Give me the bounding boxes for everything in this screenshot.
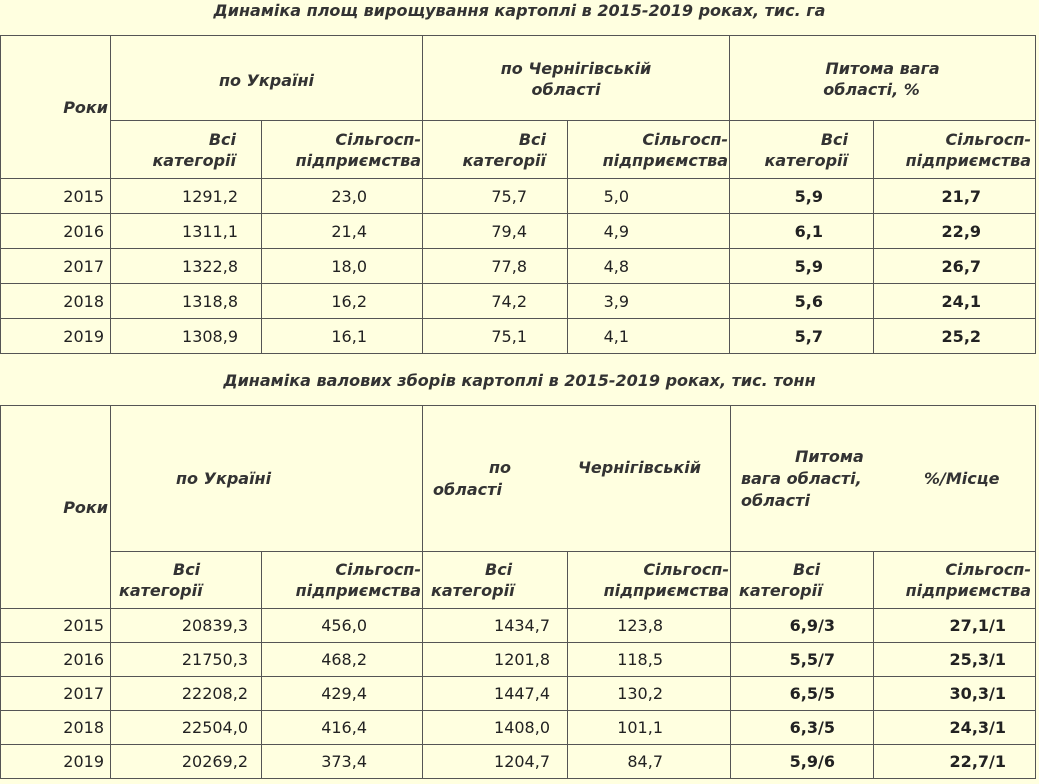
agri-line2: підприємства: [295, 581, 421, 600]
ua-agri-header: [262, 552, 423, 609]
reg-all-header: [423, 552, 568, 609]
share-agri-cell: 30,3/1: [874, 677, 1036, 711]
all-line1: Всі: [793, 560, 821, 579]
table2-header-row-1: [1, 406, 1036, 552]
table-row: [1, 284, 1036, 319]
reg-agri-cell: 130,2: [568, 677, 731, 711]
share-all-cell: 5,9/6: [731, 745, 874, 779]
year-cell: 2019: [1, 745, 111, 779]
year-cell: 2015: [1, 179, 111, 214]
share-all-cell: 5,6: [730, 284, 874, 319]
ua-all-cell: 1318,8: [111, 284, 262, 319]
share-all-cell: 5,5/7: [731, 643, 874, 677]
table-row: [1, 214, 1036, 249]
share-header: [731, 406, 1036, 552]
year-cell: 2017: [1, 249, 111, 284]
share-header-d: області: [741, 491, 810, 510]
share-header-line2: області, %: [823, 80, 920, 99]
share-header-c: %/Місце: [924, 469, 1000, 488]
agri-line2: підприємства: [905, 150, 1032, 170]
ua-all-cell: 1322,8: [111, 249, 262, 284]
region-header-line1: по Чернігівській: [500, 59, 652, 78]
reg-agri-cell: 123,8: [568, 609, 731, 643]
region-header-c: області: [433, 480, 502, 499]
agri-line1: Сільгосп-: [335, 560, 421, 579]
region-header-line2: області: [531, 80, 601, 99]
share-agri-cell: 22,7/1: [874, 745, 1036, 779]
reg-all-cell: 79,4: [423, 214, 568, 249]
table2-area: [0, 405, 1036, 779]
all-line2: категорії: [431, 581, 515, 600]
all-line1: Всі: [173, 560, 201, 579]
share-all-cell: 6,1: [730, 214, 874, 249]
ua-agri-cell: 456,0: [262, 609, 423, 643]
share-agri-cell: 22,9: [874, 214, 1036, 249]
reg-all-cell: 1201,8: [423, 643, 568, 677]
ua-all-cell: 22208,2: [111, 677, 262, 711]
ua-all-header: [111, 552, 262, 609]
all-line2: категорії: [739, 581, 823, 600]
reg-all-cell: 1408,0: [423, 711, 568, 745]
ua-agri-cell: 373,4: [262, 745, 423, 779]
agri-line1: Сільгосп-: [945, 560, 1031, 579]
reg-all-header: [423, 121, 568, 179]
share-header-line1: Питома вага: [825, 59, 940, 78]
table1-header-row-2: [1, 121, 1036, 179]
reg-agri-cell: 118,5: [568, 643, 731, 677]
table-row: [1, 179, 1036, 214]
all-line1: Всі: [485, 560, 513, 579]
share-agri-cell: 24,1: [874, 284, 1036, 319]
reg-agri-cell: 3,9: [568, 284, 730, 319]
year-cell: 2015: [1, 609, 111, 643]
year-cell: 2018: [1, 284, 111, 319]
table-row: [1, 249, 1036, 284]
table-row: [1, 609, 1036, 643]
reg-all-cell: 77,8: [423, 249, 568, 284]
table-row: [1, 711, 1036, 745]
region-header-a: по: [489, 458, 512, 477]
all-line2: категорії: [462, 150, 546, 170]
all-line1: Всі: [518, 129, 546, 149]
share-all-cell: 6,5/5: [731, 677, 874, 711]
ua-all-cell: 21750,3: [111, 643, 262, 677]
reg-agri-header: [568, 552, 731, 609]
share-agri-cell: 25,3/1: [874, 643, 1036, 677]
year-cell: 2016: [1, 643, 111, 677]
agri-line1: Сільгосп-: [335, 129, 421, 149]
share-all-cell: 5,7: [730, 319, 874, 354]
table-row: [1, 677, 1036, 711]
ua-agri-cell: 16,2: [262, 284, 423, 319]
ua-agri-cell: 23,0: [262, 179, 423, 214]
share-agri-cell: 21,7: [874, 179, 1036, 214]
reg-agri-header: [568, 121, 730, 179]
reg-agri-cell: 84,7: [568, 745, 731, 779]
table-row: [1, 745, 1036, 779]
reg-agri-cell: 4,8: [568, 249, 730, 284]
ua-agri-cell: 429,4: [262, 677, 423, 711]
share-agri-cell: 26,7: [874, 249, 1036, 284]
share-all-header: [731, 552, 874, 609]
ukraine-header: по Україні: [111, 36, 423, 121]
ua-all-cell: 22504,0: [111, 711, 262, 745]
region-header-b: Чернігівській: [578, 458, 701, 477]
all-line2: категорії: [119, 581, 203, 600]
reg-agri-cell: 5,0: [568, 179, 730, 214]
share-agri-header: [874, 552, 1036, 609]
reg-agri-cell: 101,1: [568, 711, 731, 745]
ua-all-cell: 20269,2: [111, 745, 262, 779]
table1-header-row-1: [1, 36, 1036, 121]
agri-line1: Сільгосп-: [643, 560, 729, 579]
share-agri-cell: 25,2: [874, 319, 1036, 354]
reg-all-cell: 75,1: [423, 319, 568, 354]
share-all-cell: 5,9: [730, 179, 874, 214]
agri-line2: підприємства: [905, 581, 1031, 600]
ua-agri-cell: 16,1: [262, 319, 423, 354]
ua-all-cell: 1291,2: [111, 179, 262, 214]
agri-line2: підприємства: [603, 581, 729, 600]
ua-all-cell: 20839,3: [111, 609, 262, 643]
share-agri-cell: 24,3/1: [874, 711, 1036, 745]
agri-line1: Сільгосп-: [945, 129, 1032, 149]
ukraine-header: по Україні: [111, 406, 423, 552]
share-header: [730, 36, 1036, 121]
ua-all-header: [111, 121, 262, 179]
year-cell: 2018: [1, 711, 111, 745]
ua-all-cell: 1311,1: [111, 214, 262, 249]
ua-agri-cell: 416,4: [262, 711, 423, 745]
agri-line2: підприємства: [602, 150, 729, 170]
reg-all-cell: 1204,7: [423, 745, 568, 779]
table1-title: Динаміка площ вирощування картоплі в 2015-2019 роках, тис. га: [213, 1, 826, 20]
reg-all-cell: 74,2: [423, 284, 568, 319]
table2-header-row-2: [1, 552, 1036, 609]
years-header: Роки: [1, 406, 111, 609]
reg-all-cell: 1434,7: [423, 609, 568, 643]
year-cell: 2016: [1, 214, 111, 249]
share-agri-header: [874, 121, 1036, 179]
share-header-b: вага області,: [741, 469, 862, 488]
reg-all-cell: 1447,4: [423, 677, 568, 711]
share-all-cell: 5,9: [730, 249, 874, 284]
reg-agri-cell: 4,9: [568, 214, 730, 249]
share-agri-cell: 27,1/1: [874, 609, 1036, 643]
table1-area: [0, 35, 1036, 354]
year-cell: 2017: [1, 677, 111, 711]
all-line1: Всі: [208, 129, 236, 149]
table-row: [1, 319, 1036, 354]
table-row: [1, 643, 1036, 677]
table2-title: Динаміка валових зборів картоплі в 2015-2019 роках, тис. тонн: [223, 371, 816, 390]
agri-line2: підприємства: [295, 150, 421, 170]
region-header: [423, 406, 731, 552]
ua-agri-header: [262, 121, 423, 179]
ua-agri-cell: 21,4: [262, 214, 423, 249]
ua-agri-cell: 468,2: [262, 643, 423, 677]
share-all-cell: 6,9/3: [731, 609, 874, 643]
share-header-a: Питома: [795, 447, 864, 466]
region-header: [423, 36, 730, 121]
years-header: Роки: [1, 36, 111, 179]
all-line1: Всі: [820, 129, 849, 149]
agri-line1: Сільгосп-: [642, 129, 729, 149]
share-all-cell: 6,3/5: [731, 711, 874, 745]
all-line2: категорії: [764, 150, 849, 170]
reg-all-cell: 75,7: [423, 179, 568, 214]
all-line2: категорії: [152, 150, 236, 170]
reg-agri-cell: 4,1: [568, 319, 730, 354]
year-cell: 2019: [1, 319, 111, 354]
ua-agri-cell: 18,0: [262, 249, 423, 284]
ua-all-cell: 1308,9: [111, 319, 262, 354]
share-all-header: [730, 121, 874, 179]
